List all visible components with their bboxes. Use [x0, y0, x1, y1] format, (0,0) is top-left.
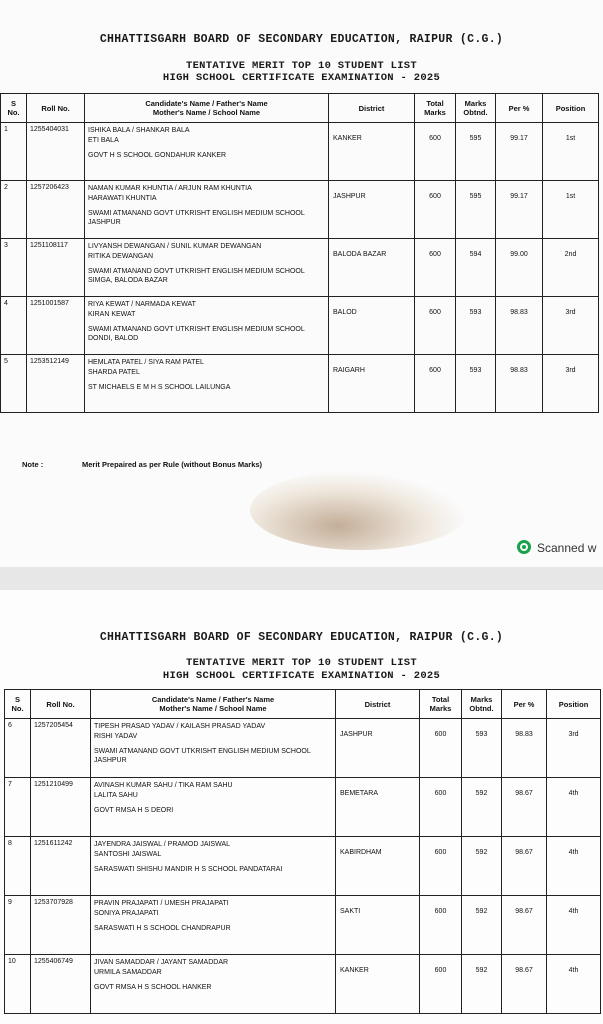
cell-percent: 98.83 — [502, 719, 547, 778]
cell-position: 4th — [547, 896, 601, 955]
mother-name: SANTOSHI JAISWAL — [94, 851, 162, 858]
cell-total: 600 — [420, 955, 462, 1014]
school-name: ST MICHAELS E M H S SCHOOL LAILUNGA — [88, 384, 231, 391]
cell-percent: 99.17 — [496, 123, 543, 181]
cell-candidate — [91, 955, 336, 1014]
cell-total: 600 — [420, 837, 462, 896]
col-sno: S No. — [5, 690, 31, 719]
mother-name: LALITA SAHU — [94, 792, 138, 799]
col-percent: Per % — [496, 94, 543, 123]
candidate-father-name: HEMLATA PATEL / SIYA RAM PATEL — [88, 359, 204, 366]
page-gap — [0, 567, 603, 590]
cell-candidate — [85, 123, 329, 181]
cell-percent: 99.00 — [496, 239, 543, 297]
cell-sno: 5 — [1, 355, 27, 413]
cell-obtained: 592 — [462, 896, 502, 955]
mother-name: ETI BALA — [88, 137, 119, 144]
cell-candidate — [91, 896, 336, 955]
cell-total: 600 — [415, 355, 456, 413]
cell-position: 2nd — [543, 239, 599, 297]
cell-district: KABIRDHAM — [336, 837, 420, 896]
candidate-father-name: LIVYANSH DEWANGAN / SUNIL KUMAR DEWANGAN — [88, 243, 262, 250]
cell-sno: 1 — [1, 123, 27, 181]
cell-candidate — [91, 778, 336, 837]
cell-district: BEMETARA — [336, 778, 420, 837]
cell-sno: 6 — [5, 719, 31, 778]
board-title: CHHATTISGARH BOARD OF SECONDARY EDUCATION, RAIPUR (C.G.) — [99, 33, 504, 46]
school-name: SARASWATI H S SCHOOL CHANDRAPUR — [94, 925, 231, 932]
mother-name: URMILA SAMADDAR — [94, 969, 162, 976]
cell-obtained: 593 — [456, 297, 496, 355]
exam-title: HIGH SCHOOL CERTIFICATE EXAMINATION - 2025 — [162, 72, 441, 84]
cell-obtained: 595 — [456, 123, 496, 181]
cell-obtained: 595 — [456, 181, 496, 239]
cell-obtained: 592 — [462, 837, 502, 896]
table-row — [5, 778, 601, 837]
cell-percent: 98.83 — [496, 297, 543, 355]
mother-name: HARAWATI KHUNTIA — [88, 195, 157, 202]
col-position: Position — [547, 690, 601, 719]
scan-stain — [250, 470, 470, 550]
cell-candidate — [85, 239, 329, 297]
col-roll: Roll No. — [31, 690, 91, 719]
col-sno: S No. — [1, 94, 27, 123]
cell-position: 3rd — [547, 719, 601, 778]
scanner-badge-text: Scanned w — [537, 541, 597, 555]
merit-table-page-1 — [0, 93, 599, 413]
table-row — [1, 181, 599, 239]
mother-name: SONIYA PRAJAPATI — [94, 910, 159, 917]
cell-candidate — [91, 719, 336, 778]
table-row — [5, 955, 601, 1014]
candidate-father-name: ISHIKA BALA / SHANKAR BALA — [88, 127, 190, 134]
cell-sno: 4 — [1, 297, 27, 355]
mother-name: RITIKA DEWANGAN — [88, 253, 154, 260]
cell-total: 600 — [420, 719, 462, 778]
cell-roll: 1255406749 — [31, 955, 91, 1014]
cell-district: JASHPUR — [336, 719, 420, 778]
school-name: SWAMI ATMANAND GOVT UTKRISHT ENGLISH MEDIUM SCHOOL DONDI, BALOD — [88, 326, 305, 342]
candidate-father-name: JAYENDRA JAISWAL / PRAMOD JAISWAL — [94, 841, 231, 848]
cell-district: SAKTI — [336, 896, 420, 955]
candidate-father-name: NAMAN KUMAR KHUNTIA / ARJUN RAM KHUNTIA — [88, 185, 252, 192]
cell-roll: 1251108117 — [27, 239, 85, 297]
merit-table-page-2 — [4, 689, 601, 1014]
cell-sno: 8 — [5, 837, 31, 896]
note-label: Note : — [22, 460, 44, 469]
cell-sno: 7 — [5, 778, 31, 837]
board-title-p2: CHHATTISGARH BOARD OF SECONDARY EDUCATION, RAIPUR (C.G.) — [99, 631, 504, 644]
cell-obtained: 594 — [456, 239, 496, 297]
note — [22, 460, 262, 469]
cell-candidate — [85, 297, 329, 355]
school-name: GOVT RMSA H S SCHOOL HANKER — [94, 984, 212, 991]
cell-candidate — [85, 181, 329, 239]
col-obtained: Marks Obtnd. — [462, 690, 502, 719]
cell-roll: 1253512149 — [27, 355, 85, 413]
candidate-father-name: PRAVIN PRAJAPATI / UMESH PRAJAPATI — [94, 900, 229, 907]
school-name: SWAMI ATMANAND GOVT UTKRISHT ENGLISH MEDIUM SCHOOL JASHPUR — [94, 748, 311, 764]
cell-obtained: 593 — [462, 719, 502, 778]
cell-percent: 98.67 — [502, 837, 547, 896]
cell-percent: 98.83 — [496, 355, 543, 413]
cell-sno: 2 — [1, 181, 27, 239]
cell-district: JASHPUR — [329, 181, 415, 239]
cell-district: KANKER — [329, 123, 415, 181]
mother-name: KIRAN KEWAT — [88, 311, 136, 318]
col-name: Candidate's Name / Father's Name Mother's Name / School Name — [91, 690, 336, 719]
cell-roll: 1257206423 — [27, 181, 85, 239]
cell-position: 1st — [543, 181, 599, 239]
table-row — [1, 355, 599, 413]
cell-obtained: 592 — [462, 955, 502, 1014]
col-percent: Per % — [502, 690, 547, 719]
cell-percent: 98.67 — [502, 778, 547, 837]
document-page-2 — [0, 590, 603, 1024]
table-row — [1, 297, 599, 355]
cell-sno: 10 — [5, 955, 31, 1014]
col-district: District — [329, 94, 415, 123]
cell-total: 600 — [415, 297, 456, 355]
cell-position: 3rd — [543, 355, 599, 413]
cell-percent: 99.17 — [496, 181, 543, 239]
col-total: Total Marks — [415, 94, 456, 123]
candidate-father-name: TIPESH PRASAD YADAV / KAILASH PRASAD YADAV — [94, 723, 266, 730]
cell-obtained: 592 — [462, 778, 502, 837]
cell-sno: 9 — [5, 896, 31, 955]
mother-name: RISHI YADAV — [94, 733, 138, 740]
col-roll: Roll No. — [27, 94, 85, 123]
candidate-father-name: AVINASH KUMAR SAHU / TIKA RAM SAHU — [94, 782, 233, 789]
cell-total: 600 — [420, 778, 462, 837]
candidate-father-name: RIYA KEWAT / NARMADA KEWAT — [88, 301, 196, 308]
cell-candidate — [85, 355, 329, 413]
cell-position: 4th — [547, 778, 601, 837]
mother-name: SHARDA PATEL — [88, 369, 140, 376]
col-position: Position — [543, 94, 599, 123]
cell-percent: 98.67 — [502, 955, 547, 1014]
col-total: Total Marks — [420, 690, 462, 719]
col-district: District — [336, 690, 420, 719]
cell-percent: 98.67 — [502, 896, 547, 955]
cell-roll: 1257205454 — [31, 719, 91, 778]
table-row — [5, 837, 601, 896]
scanner-logo-icon — [517, 540, 531, 554]
cell-total: 600 — [415, 123, 456, 181]
table-header-row — [5, 690, 601, 719]
cell-district: RAIGARH — [329, 355, 415, 413]
cell-position: 4th — [547, 837, 601, 896]
cell-candidate — [91, 837, 336, 896]
school-name: GOVT RMSA H S DEORI — [94, 807, 174, 814]
table-row — [1, 123, 599, 181]
col-name: Candidate's Name / Father's Name Mother's Name / School Name — [85, 94, 329, 123]
col-obtained: Marks Obtnd. — [456, 94, 496, 123]
cell-roll: 1251611242 — [31, 837, 91, 896]
school-name: SWAMI ATMANAND GOVT UTKRISHT ENGLISH MEDIUM SCHOOL SIMGA, BALODA BAZAR — [88, 268, 305, 284]
cell-roll: 1253707928 — [31, 896, 91, 955]
table-row — [1, 239, 599, 297]
cell-roll: 1255404031 — [27, 123, 85, 181]
scanner-badge — [517, 540, 596, 555]
cell-position: 3rd — [543, 297, 599, 355]
school-name: SARASWATI SHISHU MANDIR H S SCHOOL PANDATARAI — [94, 866, 283, 873]
cell-district: BALODA BAZAR — [329, 239, 415, 297]
list-title-p2: TENTATIVE MERIT TOP 10 STUDENT LIST — [185, 657, 418, 669]
table-row — [5, 896, 601, 955]
cell-position: 4th — [547, 955, 601, 1014]
exam-title-p2: HIGH SCHOOL CERTIFICATE EXAMINATION - 2025 — [162, 670, 441, 682]
candidate-father-name: JIVAN SAMADDAR / JAYANT SAMADDAR — [94, 959, 229, 966]
cell-position: 1st — [543, 123, 599, 181]
list-title: TENTATIVE MERIT TOP 10 STUDENT LIST — [185, 60, 418, 72]
cell-total: 600 — [415, 181, 456, 239]
table-header-row — [1, 94, 599, 123]
school-name: SWAMI ATMANAND GOVT UTKRISHT ENGLISH MEDIUM SCHOOL JASHPUR — [88, 210, 305, 226]
cell-sno: 3 — [1, 239, 27, 297]
table-row — [5, 719, 601, 778]
cell-district: BALOD — [329, 297, 415, 355]
cell-total: 600 — [415, 239, 456, 297]
cell-total: 600 — [420, 896, 462, 955]
note-text: Merit Prepaired as per Rule (without Bonus Marks) — [82, 460, 263, 469]
school-name: GOVT H S SCHOOL GONDAHUR KANKER — [88, 152, 227, 159]
cell-district: KANKER — [336, 955, 420, 1014]
cell-roll: 1251210499 — [31, 778, 91, 837]
cell-roll: 1251001587 — [27, 297, 85, 355]
cell-obtained: 593 — [456, 355, 496, 413]
